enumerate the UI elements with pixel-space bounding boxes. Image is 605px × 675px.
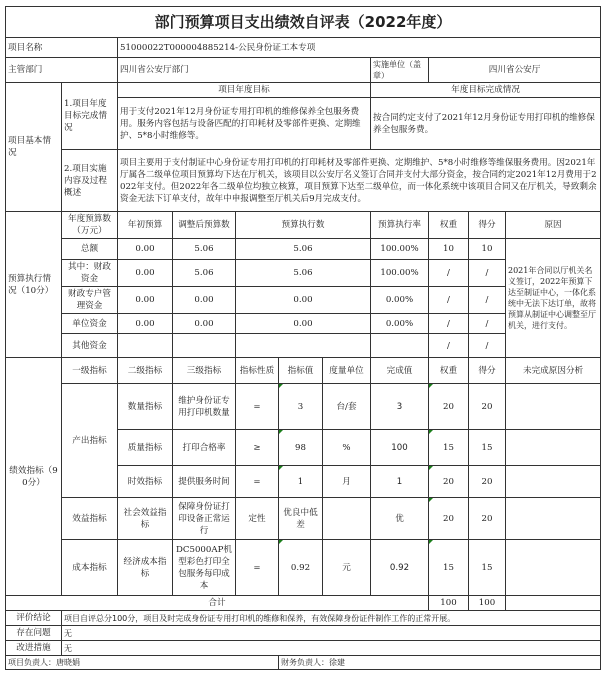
impl-unit-value: 四川省公安厅: [429, 58, 601, 83]
perf-nature: 定性: [236, 498, 279, 540]
perf-level3: 打印合格率: [173, 430, 236, 466]
level1-benefit: 效益指标: [62, 498, 118, 540]
perf-target: 3: [279, 384, 323, 430]
perf-header: 二级指标: [118, 358, 173, 384]
perf-header: 指标值: [279, 358, 323, 384]
perf-actual: 1: [371, 466, 429, 498]
perf-header: 一级指标: [62, 358, 118, 384]
budget-initial: 0.00: [118, 239, 173, 260]
issues-label: 存在问题: [6, 626, 62, 641]
budget-score: /: [469, 314, 506, 334]
budget-rate: 0.00%: [371, 287, 429, 314]
budget-executed: 5.06: [236, 239, 371, 260]
issues-text: 无: [62, 626, 601, 641]
perf-reason: [506, 384, 601, 430]
performance-header-row: [6, 358, 601, 384]
improvements-text: 无: [62, 641, 601, 656]
budget-row-label: 其他资金: [62, 334, 118, 358]
budget-executed: 5.06: [236, 260, 371, 287]
budget-executed: [236, 334, 371, 358]
budget-header: 预算执行率: [371, 212, 429, 239]
budget-header: 预算执行数: [236, 212, 371, 239]
budget-weight: /: [429, 334, 469, 358]
goal-row-label: 1.项目年度目标完成情况: [62, 83, 118, 150]
budget-initial: [118, 334, 173, 358]
perf-unit: %: [323, 430, 371, 466]
total-row: [6, 596, 601, 611]
perf-row: [6, 540, 601, 596]
impl-row-label: 2.项目实施内容及过程概述: [62, 150, 118, 212]
budget-header: 年初预算: [118, 212, 173, 239]
perf-unit: [323, 498, 371, 540]
perf-score: 15: [469, 540, 506, 596]
budget-rate: 100.00%: [371, 260, 429, 287]
perf-score: 20: [469, 466, 506, 498]
budget-row-label: 财政专户管理资金: [62, 287, 118, 314]
perf-row: [6, 498, 601, 540]
level1-output: 产出指标: [62, 384, 118, 498]
completion-header: 年度目标完成情况: [371, 83, 601, 98]
perf-score: 20: [469, 384, 506, 430]
budget-adjusted: 0.00: [173, 314, 236, 334]
budget-row-label: 总额: [62, 239, 118, 260]
budget-row-label: 其中：财政资金: [62, 260, 118, 287]
basic-info-label: 项目基本情况: [6, 83, 62, 212]
perf-nature: ≥: [236, 430, 279, 466]
budget-rate: 100.00%: [371, 239, 429, 260]
perf-header: 度量单位: [323, 358, 371, 384]
perf-reason: [506, 540, 601, 596]
perf-header: 完成值: [371, 358, 429, 384]
perf-row: [6, 384, 601, 430]
completion-text: 按合同约定支付了2021年12月身份证专用打印机的维修保养全包服务费。: [371, 98, 601, 150]
budget-weight: 10: [429, 239, 469, 260]
budget-initial: 0.00: [118, 314, 173, 334]
perf-level3: 维护身份证专用打印机数量: [173, 384, 236, 430]
perf-reason: [506, 498, 601, 540]
total-score: 100: [469, 596, 506, 611]
perf-level2: 经济成本指标: [118, 540, 173, 596]
perf-target: 1: [279, 466, 323, 498]
perf-weight: 20: [429, 498, 469, 540]
budget-header: 权重: [429, 212, 469, 239]
total-label: 合计: [6, 596, 429, 611]
performance-section-label: 绩效指标（90分）: [6, 358, 62, 596]
perf-unit: 台/套: [323, 384, 371, 430]
conclusion-label: 评价结论: [6, 611, 62, 626]
perf-level3: 保障身份证打印设备正常运行: [173, 498, 236, 540]
perf-weight: 15: [429, 430, 469, 466]
budget-score: /: [469, 260, 506, 287]
perf-weight: 20: [429, 384, 469, 430]
budget-initial: 0.00: [118, 260, 173, 287]
perf-level2: 质量指标: [118, 430, 173, 466]
impl-unit-label: 实施单位（盖章）: [371, 58, 429, 83]
page-title: 部门预算项目支出绩效自评表（2022年度）: [6, 7, 601, 38]
perf-level3: DC5000AP机型彩色打印全包服务每印成本: [173, 540, 236, 596]
budget-header-row: [6, 212, 601, 239]
perf-nature: =: [236, 540, 279, 596]
perf-score: 20: [469, 498, 506, 540]
dept-label: 主管部门: [6, 58, 118, 83]
conclusion-text: 项目自评总分100分，项目及时完成身份证专用打印机的维修和保养，有效保障身份证件制作工作的正常开展。: [62, 611, 601, 626]
perf-target: 98: [279, 430, 323, 466]
perf-header: 指标性质: [236, 358, 279, 384]
perf-target: 0.92: [279, 540, 323, 596]
budget-adjusted: [173, 334, 236, 358]
dept-value: 四川省公安厅部门: [118, 58, 371, 83]
self-evaluation-sheet: [5, 6, 600, 670]
budget-executed: 0.00: [236, 287, 371, 314]
perf-actual: 0.92: [371, 540, 429, 596]
budget-header: 年度预算数（万元）: [62, 212, 118, 239]
budget-score: /: [469, 334, 506, 358]
budget-header: 原因: [506, 212, 601, 239]
impl-text: 项目主要用于支付制证中心身份证专用打印机的打印耗材及零部件更换、定期维护、5*8小时维修等维保服务费用。因2021年厅属各二级单位项目预算均下达在厅机关，该项目以公安厅名义签订合同并支付大部分资金，按合同约定2021年12月费用于2022年支付。但2022年各二级单位均独立核算，项目预算下达至二级单位，而一体化系统中该项目合同又在厅机关，导致剩余资金无法下订单支付，故年中申报调整至厅机关后9月完成支付。: [118, 150, 601, 212]
perf-header: 权重: [429, 358, 469, 384]
evaluation-table: [5, 6, 601, 670]
finance-lead: 财务负责人：徐建: [279, 656, 601, 670]
project-name-label: 项目名称: [6, 38, 118, 58]
perf-reason: [506, 466, 601, 498]
perf-weight: 15: [429, 540, 469, 596]
perf-weight: 20: [429, 466, 469, 498]
perf-target: 优良中低差: [279, 498, 323, 540]
perf-header: 得分: [469, 358, 506, 384]
perf-unit: 月: [323, 466, 371, 498]
perf-level3: 提供服务时间: [173, 466, 236, 498]
perf-reason: [506, 430, 601, 466]
perf-score: 15: [469, 430, 506, 466]
total-weight: 100: [429, 596, 469, 611]
goal-text: 用于支付2021年12月身份证专用打印机的维修保养全包服务费用。服务内容包括与设备匹配的打印耗材及零部件更换、定期维护、5*8小时维修等。: [118, 98, 371, 150]
budget-rate: 0.00%: [371, 314, 429, 334]
budget-row: [6, 239, 601, 260]
budget-score: 10: [469, 239, 506, 260]
budget-row-label: 单位资金: [62, 314, 118, 334]
budget-weight: /: [429, 314, 469, 334]
improvements-label: 改进措施: [6, 641, 62, 656]
total-reason: [506, 596, 601, 611]
perf-level2: 数量指标: [118, 384, 173, 430]
perf-header: 未完成原因分析: [506, 358, 601, 384]
budget-section-label: 预算执行情况（10分）: [6, 212, 62, 358]
budget-initial: 0.00: [118, 287, 173, 314]
perf-level2: 社会效益指标: [118, 498, 173, 540]
perf-unit: 元: [323, 540, 371, 596]
project-name-value: 51000022T000004885214-公民身份证工本专项: [118, 38, 601, 58]
budget-executed: 0.00: [236, 314, 371, 334]
goal-header: 项目年度目标: [118, 83, 371, 98]
perf-header: 三级指标: [173, 358, 236, 384]
budget-weight: /: [429, 260, 469, 287]
budget-weight: /: [429, 287, 469, 314]
perf-level2: 时效指标: [118, 466, 173, 498]
perf-actual: 3: [371, 384, 429, 430]
perf-actual: 100: [371, 430, 429, 466]
budget-header: 得分: [469, 212, 506, 239]
budget-adjusted: 0.00: [173, 287, 236, 314]
perf-actual: 优: [371, 498, 429, 540]
budget-reason: 2021年合同以厅机关名义签订，2022年预算下达至制证中心，一体化系统中无法下达订单，故将预算从制证中心调整至厅机关，进行支付。: [506, 239, 601, 358]
project-lead: 项目负责人：唐晓娟: [6, 656, 279, 670]
perf-nature: =: [236, 384, 279, 430]
budget-adjusted: 5.06: [173, 260, 236, 287]
budget-rate: [371, 334, 429, 358]
level1-cost: 成本指标: [62, 540, 118, 596]
budget-score: /: [469, 287, 506, 314]
perf-nature: =: [236, 466, 279, 498]
budget-header: 调整后预算数: [173, 212, 236, 239]
budget-adjusted: 5.06: [173, 239, 236, 260]
